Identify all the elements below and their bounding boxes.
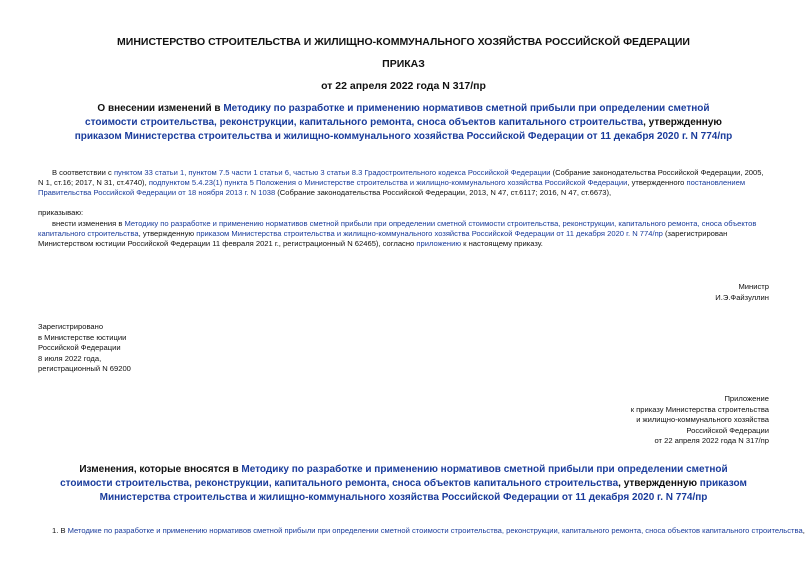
appendix-line: к приказу Министерства строительства	[630, 404, 769, 414]
registration-line: в Министерстве юстиции	[38, 332, 127, 342]
methodology-link[interactable]: Методику по разработке и применению нормативов сметной прибыли при определении сметной стоимости строительства, реконструкции, капитального ремонта, сноса объектов капитального строительства	[38, 219, 757, 239]
ministry-header: МИНИСТЕРСТВО СТРОИТЕЛЬСТВА И ЖИЛИЩНО-КОММУНАЛЬНОГО ХОЗЯЙСТВА РОССИЙСКОЙ ФЕДЕРАЦИИ	[117, 36, 690, 48]
signer-name: И.Э.Файзуллин	[715, 292, 769, 302]
appendix-line: и жилищно-коммунального хозяйства	[636, 415, 769, 425]
registration-block	[38, 322, 131, 375]
appendix-line: Российской Федерации	[686, 425, 769, 435]
paragraph-text: к настоящему приказу.	[461, 239, 543, 249]
registration-line: Российской Федерации	[38, 343, 121, 353]
methodology-link[interactable]: Методику по разработке и применению нормативов сметной прибыли при определении сметной стоимости строительства, реконструкции, капитального ремонта, сноса объектов капитального строительства	[85, 103, 710, 128]
paragraph-text: , утвержденного	[627, 178, 687, 188]
doc-date-number: от 22 апреля 2022 года N 317/пр	[321, 80, 486, 92]
order-774-link[interactable]: приказом Министерства строительства и жилищно-коммунального хозяйства Российской Федерации от 11 декабря 2020 г. N 774/пр	[74, 131, 733, 142]
appendix-line: от 22 апреля 2022 года N 317/пр	[654, 436, 769, 446]
paragraph-text: , утвержденную	[138, 229, 197, 239]
government-decree-link[interactable]: постановлением Правительства Российской Федерации от 18 ноября 2013 г. N 1038	[38, 178, 746, 198]
title-text: , утвержденную	[618, 478, 700, 489]
order-word: приказываю:	[38, 208, 84, 217]
paragraph-text: В соответствии с	[52, 168, 114, 177]
doc-type: ПРИКАЗ	[382, 58, 425, 70]
paragraph-text: 1. В	[52, 526, 68, 535]
preamble-paragraph	[38, 168, 768, 199]
change-item-1	[38, 526, 805, 536]
doc-title	[70, 102, 737, 144]
regulation-link[interactable]: подпунктом 5.4.23(1) пункта 5 Положения о Министерстве строительства и жилищно-коммунального хозяйства Российской Федерации	[148, 178, 628, 188]
methodology-link[interactable]: Методике по разработке и применению нормативов сметной прибыли при определении сметной стоимости строительства, реконструкции, капитального ремонта, сноса объектов капитального строительства	[67, 526, 803, 535]
paragraph-text: (Собрание законодательства Российской Федерации, 2005, N 1, ст.16; 2017, N 31, ст.4740),	[38, 168, 764, 188]
appendix-block	[631, 394, 769, 447]
signature-block	[715, 282, 769, 303]
grad-code-link[interactable]: пунктом 33 статьи 1, пунктом 7.5 части 1 статьи 6, частью 3 статьи 8.3 Градостроительного кодекса Российской Федерации	[113, 168, 551, 177]
methodology-link[interactable]: Методику по разработке и применению нормативов сметной прибыли при определении сметной стоимости строительства, реконструкции, капитального ремонта, сноса объектов капитального строительства	[60, 464, 728, 489]
signer-position: Министр	[738, 282, 769, 291]
paragraph-text: внести изменения в	[52, 219, 125, 228]
title-text: Изменения, которые вносятся в	[79, 464, 242, 475]
registration-line: 8 июля 2022 года,	[38, 353, 102, 363]
title-text: О внесении изменений в	[97, 103, 224, 114]
registration-line: Зарегистрировано	[38, 322, 104, 331]
title-text: , утвержденную	[643, 117, 722, 128]
paragraph-text: (зарегистрирован Министерством юстиции Российской Федерации 11 февраля 2021 г., регистрационный N 62465), согласно	[38, 229, 728, 249]
appendix-line: Приложение	[724, 394, 769, 403]
paragraph-text: ,	[802, 526, 805, 535]
registration-line: регистрационный N 69200	[38, 364, 131, 374]
order-774-link[interactable]: приказом Министерства строительства и жилищно-коммунального хозяйства Российской Федерации от 11 декабря 2020 г. N 774/пр	[99, 478, 747, 503]
changes-title	[60, 463, 747, 505]
order-paragraph	[38, 219, 768, 250]
order-774-link[interactable]: приказом Министерства строительства и жилищно-коммунального хозяйства Российской Федерации от 11 декабря 2020 г. N 774/пр	[196, 229, 663, 239]
appendix-link[interactable]: приложению	[416, 239, 462, 249]
paragraph-text: (Собрание законодательства Российской Федерации, 2013, N 47, ст.6117; 2016, N 47, ст.6673),	[275, 188, 612, 198]
